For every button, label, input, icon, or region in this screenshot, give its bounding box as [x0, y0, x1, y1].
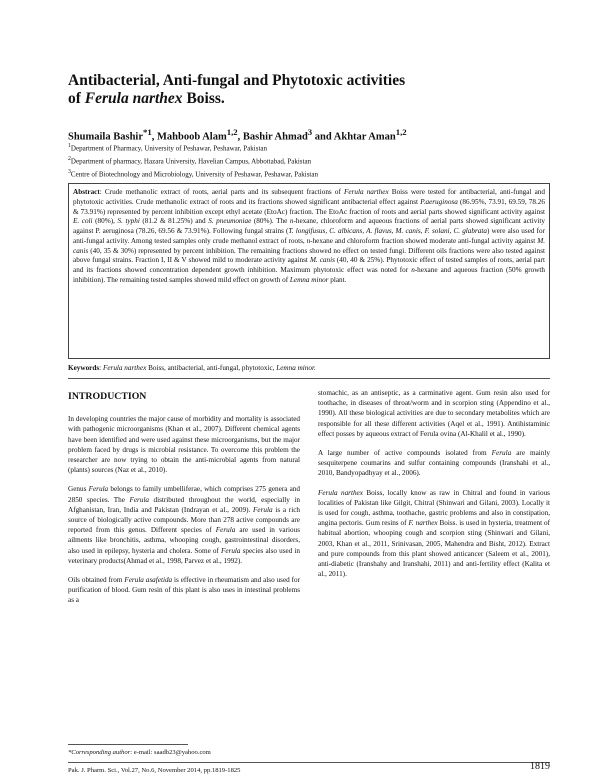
author-sup: 1,2: [395, 127, 407, 137]
abstract-text: ) were also used for anti-fungal activity. Among tested samples only crude methanol extract of roots,: [73, 227, 545, 245]
corresponding-author-footnote: [68, 748, 211, 757]
title-line-1: Antibacterial, Anti-fungal and Phytotoxic activities: [68, 72, 406, 89]
abstract-text: (86.95%, 73.91, 69.59, 78.26 & 73.91%) represented by percent inhibition except ethyl acetate (EtoAc) fraction. The EtoAc fraction of roots and aerial parts showed significant activity against: [73, 197, 545, 216]
author-sup: 1,2: [226, 127, 238, 137]
title-suffix: Boiss.: [182, 90, 225, 107]
author-name: Akhtar Aman: [333, 131, 396, 143]
body-text: belongs to family umbelliferae, which comprises 275 genera and 2850 species. The: [68, 485, 300, 504]
affiliation: [68, 167, 538, 180]
body-italic: Ferula asafetida: [124, 576, 173, 585]
abstract-text: -hexane and chloroform fraction showed moderate anti-fungal activity against: [310, 236, 538, 245]
abstract-italic: n: [411, 266, 415, 274]
title-species: Ferula narthex: [84, 90, 183, 107]
abstract-text: -hexane and aqueous fraction (50% growth inhibition). The remaining tested samples showed mild effect on growth of: [73, 266, 545, 284]
author-sep: ,: [151, 131, 157, 143]
body-italic: Ferula: [215, 526, 236, 535]
footnote-divider: [68, 744, 188, 745]
author-sep: and: [312, 131, 334, 143]
body-text: Genus: [68, 485, 89, 494]
body-italic: Ferula: [220, 546, 241, 555]
abstract-italic: M. canis: [73, 236, 545, 255]
author-sup: 3: [307, 127, 313, 137]
keywords-italic: Ferula narthex: [102, 364, 147, 372]
abstract-label: Abstract: [73, 188, 100, 196]
abstract-box: [68, 183, 550, 359]
keywords-line: [68, 364, 550, 374]
affiliation-text: Department of Pharmacy, University of Peshawar, Peshawar, Pakistan: [70, 144, 268, 153]
body-text: A large number of active compounds isolated from: [318, 449, 492, 458]
body-italic: Ferula narthex: [318, 488, 363, 497]
keywords-colon: :: [99, 364, 103, 372]
body-text: is effective in rheumatism and also used for purification of blood. Gum resin of this plant is also uses in intestinal problems as a: [68, 576, 300, 605]
footnote-label: *Corresponding author: [68, 749, 131, 756]
author-name: Mahboob Alam: [156, 131, 227, 143]
body-paragraph: [68, 484, 300, 566]
affiliation-text: Centre of Biotechnology and Microbiology, University of Peshawar, Peshawar, Pakistan: [70, 169, 318, 178]
abstract-italic: n: [306, 236, 311, 245]
author-name: Shumaila Bashir: [68, 131, 143, 143]
body-text: Boiss. is used in hysteria, treatment of habitual abortion, whooping cough and scorpion sting (Shinwari and Gilani, 2003, Khan et al., 2011, Srinivasan, 2005, Mahendra and Bisht, 2012). Extract and pure compounds from this plant showed anticancer (Saleem et al., 2001), anti-diabetic (Iranshahy and Iranshahi, 2011) and anti-fertility effect (Kalita et al., 2011).: [318, 519, 551, 579]
keywords-italic: Lemna minor.: [276, 364, 316, 372]
body-paragraph: [318, 488, 550, 580]
title-prefix: of: [68, 90, 85, 107]
abstract-text: (40, 40 & 25%). Phytotoxic effect of tested samples of roots, aerial part and its fractions showed concentration dependent growth inhibition. Maximum phytotoxic effect was noted for: [73, 256, 546, 274]
abstract-italic: n: [289, 217, 294, 226]
left-column: [68, 386, 300, 615]
body-italic: Ferula: [253, 505, 273, 514]
body-paragraph: [318, 448, 550, 479]
page-number: 1819: [530, 761, 550, 772]
title-line-2: [68, 90, 538, 108]
body-text: distributed throughout the world, especially in Afghanistan, Iran, India and Pakistan (Indrayan et al., 2009).: [68, 495, 300, 514]
author-sep: ,: [237, 131, 243, 143]
author-sup: *1: [142, 127, 152, 137]
abstract-italic: E. coli: [73, 217, 93, 226]
abstract-italic: Lemna minor: [289, 275, 329, 284]
abstract-italic: Ferula narthex: [343, 188, 389, 196]
journal-citation: Pak. J. Pharm. Sci., Vol.27, No.6, November 2014, pp.1819-1825: [68, 767, 241, 774]
affiliation-text: Department of pharmacy, Hazara University, Havelian Campus, Abbottabad, Pakistan: [70, 157, 312, 166]
abstract-italic: T. longifusus, C. albicans, A. flavus, M. canis, F. solani, C. glabrata: [288, 227, 487, 235]
abstract-italic: M. canis: [309, 256, 335, 265]
affiliation: [68, 154, 538, 167]
abstract-text: (40, 35 & 30%) represented by percent inhibition. The remaining fractions showed no effect on tested fungi. Different oils fractions were also tested against above fungal strains. Fraction I, II & V showed mild to moderate activity against: [73, 246, 545, 265]
body-text: are used in various ailments like bronchitis, asthma, whooping cough, gastrointestinal disorders, also used in epilepsy, hysteria and cholera. Some of: [68, 526, 300, 555]
affiliation-sup: 3: [68, 168, 71, 175]
body-italic: Ferula: [491, 449, 512, 458]
body-text: Boiss, locally know as raw in Chitral and found in various localities of Pakistan like Gilgit, Chitral (Shinwari and Gilani, 2003). Locally it is used for cough, asthma, toothache, gastric problems and also in constipation, angina pectoris. Gum resins of: [318, 488, 550, 528]
body-text: are mainly sesquiterpene coumarins and sulfur containing compounds (Iranshahi et al., 2010, Bandyopadhyay et al., 2006).: [318, 449, 550, 478]
body-paragraph: [68, 575, 300, 606]
page-footer: [68, 761, 550, 775]
article-title: [68, 72, 538, 108]
body-paragraph: stomachic, as an antiseptic, as a carminative agent. Gum resin also used for toothache, in diseases of throat/worm and in scorpion sting (Appendino et al., 1990). All these biological activities are due to secondary metabolites which are responsible for all these different activities (Aqel et al., 1991). Antihistaminic effect posses by aqueous extract of Ferula ovina (Al-Khalil et al., 1990).: [318, 389, 550, 438]
abstract-text: (80%),: [92, 217, 118, 226]
abstract-text: : Crude methanolic extract of roots, aerial parts and its subsequent fractions of: [99, 188, 344, 196]
abstract-italic: P.aeruginosa: [420, 197, 458, 206]
body-text: species also used in veterinary products(Ahmad et al., 1998, Parvez et al., 1992).: [68, 546, 300, 565]
right-column: [318, 388, 550, 588]
affiliation-list: [68, 141, 538, 179]
keywords-label: Keywords: [68, 364, 100, 372]
body-italic: F. narthex: [408, 519, 438, 528]
affiliation-sup: 2: [68, 155, 71, 162]
affiliation-sup: 1: [68, 143, 71, 149]
body-paragraph: In developing countries the major cause of morbidity and mortality is associated with pathogenic microorganisms (Khan et al., 2007). Different chemical agents have been identified and were used against these microorganisms, but the major problem faced by drugs is microbial resistance. To overcome this problem the researcher are now trying to obtain the anti-microbial agents from natural (plants) sources (Naz et al., 2010).: [68, 415, 300, 475]
author-name: Bashir Ahmad: [242, 131, 308, 143]
abstract-italic: S. typhi: [117, 217, 140, 226]
abstract-text: (80%). The: [251, 217, 290, 226]
body-italic: Ferula: [88, 485, 109, 494]
abstract-text: Boiss were tested for antibacterial, anti-fungal and phytotoxic activities. Crude methanolic extract of roots and its fractions showed significant antibacterial effect against: [73, 188, 545, 206]
footer-divider: [68, 762, 550, 763]
keywords-divider: [68, 378, 550, 379]
abstract-text: -hexane, chloroform and aqueous fractions of aerial parts showed significant activity against P. aeruginosa (78.26, 69.56 & 73.91%). Following fungal strains (: [73, 217, 545, 235]
body-text: is a rich source of biologically active compounds. More than 278 active compounds are reported from this genus. Different species of: [68, 505, 300, 535]
body-text: Oils obtained from: [68, 576, 125, 585]
keywords-text: Boiss, antibacterial, anti-fungal, phytotoxic,: [146, 364, 277, 372]
intro-heading: INTRODUCTION: [68, 391, 147, 402]
abstract-text: (81.2 & 81.25%) and: [139, 217, 209, 226]
affiliation: [68, 141, 538, 154]
body-italic: Ferula: [129, 495, 150, 504]
abstract-text: plant.: [328, 275, 347, 284]
footnote-text: : e-mail: saadb23@yahoo.com: [130, 749, 211, 756]
abstract-italic: S. pneumoniae: [208, 217, 252, 226]
